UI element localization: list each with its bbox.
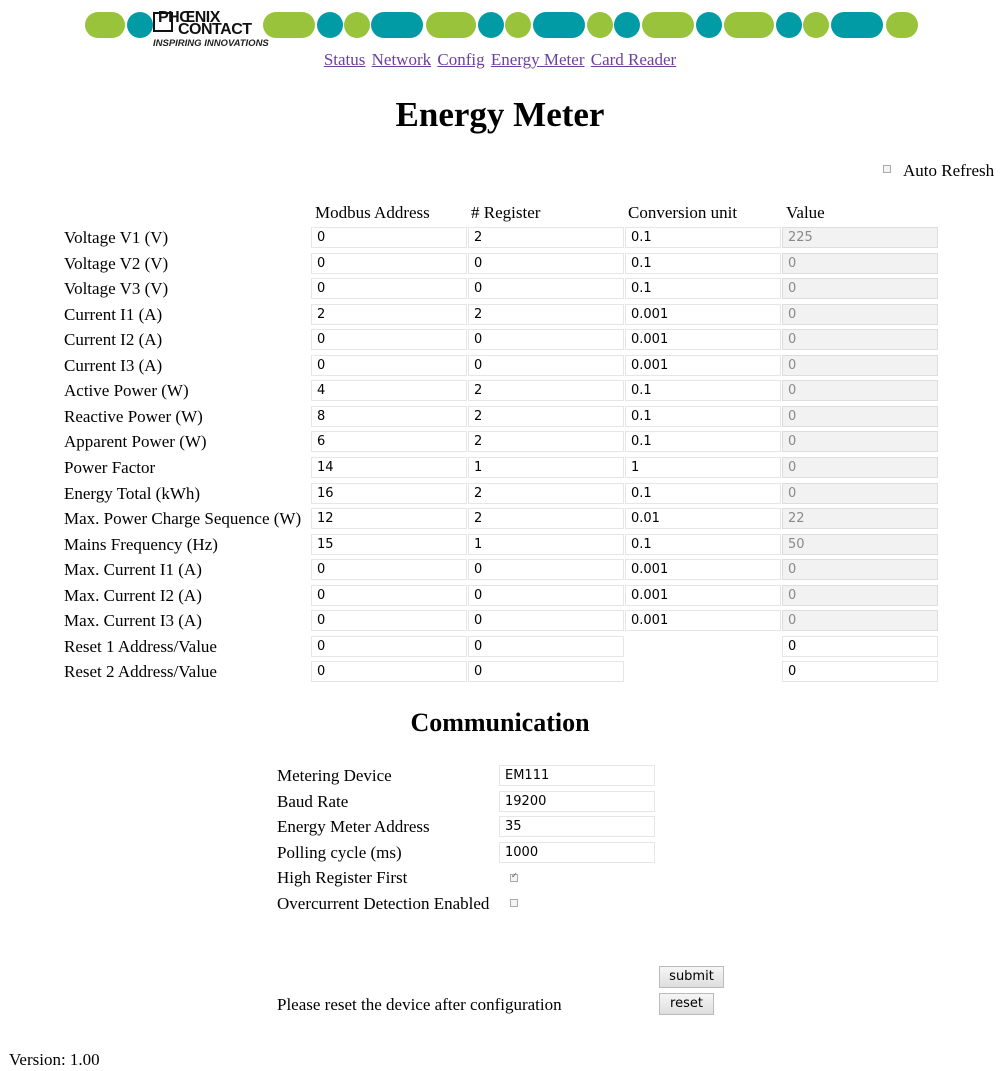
modbus-address-field[interactable]: 0: [311, 227, 467, 248]
reset-register-field[interactable]: 0: [468, 661, 624, 682]
conversion-unit-field[interactable]: 0.1: [625, 253, 781, 274]
row-label: Current I3 (A): [64, 356, 163, 375]
reset-value-field[interactable]: 0: [782, 661, 938, 682]
modbus-address-field[interactable]: 0: [311, 278, 467, 299]
conversion-unit-field[interactable]: 0.1: [625, 431, 781, 452]
value-field: 22: [782, 508, 938, 529]
nav-link-network[interactable]: Network: [371, 50, 432, 69]
row-label: Max. Current I3 (A): [64, 611, 202, 630]
conversion-unit-field[interactable]: 0.1: [625, 278, 781, 299]
row-label: Max. Current I1 (A): [64, 560, 202, 579]
modbus-address-field[interactable]: 0: [311, 559, 467, 580]
register-count-field[interactable]: 1: [468, 457, 624, 478]
conversion-unit-field[interactable]: 0.001: [625, 304, 781, 325]
column-header-conversion-unit: Conversion unit: [628, 203, 738, 222]
value-field: 0: [782, 457, 938, 478]
modbus-address-field[interactable]: 0: [311, 329, 467, 350]
conversion-unit-field[interactable]: 0.1: [625, 406, 781, 427]
value-field: 0: [782, 559, 938, 580]
conversion-unit-field[interactable]: 0.1: [625, 380, 781, 401]
conversion-unit-field[interactable]: 0.001: [625, 559, 781, 580]
register-count-field[interactable]: 0: [468, 278, 624, 299]
energy-meter-address-label: Energy Meter Address: [277, 817, 430, 836]
high-register-first-checkbox[interactable]: [510, 874, 518, 882]
value-field: 0: [782, 355, 938, 376]
version-text: Version: 1.00: [9, 1050, 100, 1069]
row-label: Energy Total (kWh): [64, 484, 201, 503]
value-field: 0: [782, 585, 938, 606]
register-count-field[interactable]: 0: [468, 355, 624, 376]
submit-button[interactable]: submit: [659, 966, 724, 988]
register-count-field[interactable]: 2: [468, 483, 624, 504]
conversion-unit-field[interactable]: 0.1: [625, 227, 781, 248]
conversion-unit-field[interactable]: 0.001: [625, 610, 781, 631]
row-label: Max. Current I2 (A): [64, 586, 202, 605]
overcurrent-detection-checkbox[interactable]: [510, 899, 518, 907]
row-label: Active Power (W): [64, 381, 189, 400]
register-count-field[interactable]: 0: [468, 253, 624, 274]
nav-bar: [0, 50, 1000, 70]
value-field: 0: [782, 610, 938, 631]
high-register-first-label: High Register First: [277, 868, 408, 887]
column-header-register: # Register: [471, 203, 541, 222]
logo-text-line1: PHŒNIX: [158, 9, 220, 26]
value-field: 0: [782, 483, 938, 504]
register-count-field[interactable]: 2: [468, 380, 624, 401]
register-count-field[interactable]: 0: [468, 610, 624, 631]
modbus-address-field[interactable]: 8: [311, 406, 467, 427]
row-label: Apparent Power (W): [64, 432, 207, 451]
row-label: Max. Power Charge Sequence (W): [64, 509, 302, 528]
modbus-address-field[interactable]: 4: [311, 380, 467, 401]
register-count-field[interactable]: 2: [468, 227, 624, 248]
modbus-address-field[interactable]: 0: [311, 355, 467, 376]
page-title: Energy Meter: [395, 95, 605, 134]
reset-address-field[interactable]: 0: [311, 661, 467, 682]
value-field: 0: [782, 380, 938, 401]
modbus-address-field[interactable]: 12: [311, 508, 467, 529]
modbus-address-field[interactable]: 0: [311, 585, 467, 606]
value-field: 0: [782, 278, 938, 299]
register-count-field[interactable]: 1: [468, 534, 624, 555]
register-count-field[interactable]: 2: [468, 406, 624, 427]
modbus-address-field[interactable]: 0: [311, 610, 467, 631]
nav-link-card-reader[interactable]: Card Reader: [590, 50, 677, 69]
value-field: 0: [782, 304, 938, 325]
value-field: 0: [782, 406, 938, 427]
nav-link-config[interactable]: Config: [437, 50, 485, 69]
metering-device-label: Metering Device: [277, 766, 392, 785]
row-label: Reactive Power (W): [64, 407, 203, 426]
modbus-address-field[interactable]: 16: [311, 483, 467, 504]
conversion-unit-field[interactable]: 0.1: [625, 483, 781, 504]
modbus-address-field[interactable]: 6: [311, 431, 467, 452]
row-label: Voltage V3 (V): [64, 279, 169, 298]
value-field: 50: [782, 534, 938, 555]
conversion-unit-field[interactable]: 0.001: [625, 329, 781, 350]
conversion-unit-field[interactable]: 0.001: [625, 355, 781, 376]
row-label: Mains Frequency (Hz): [64, 535, 218, 554]
value-field: 0: [782, 329, 938, 350]
reset-address-field[interactable]: 0: [311, 636, 467, 657]
conversion-unit-field[interactable]: 1: [625, 457, 781, 478]
conversion-unit-field[interactable]: 0.001: [625, 585, 781, 606]
nav-link-energy-meter[interactable]: Energy Meter: [490, 50, 585, 69]
row-label: Voltage V1 (V): [64, 228, 169, 247]
conversion-unit-field[interactable]: 0.1: [625, 534, 781, 555]
register-count-field[interactable]: 0: [468, 559, 624, 580]
value-field: 0: [782, 253, 938, 274]
polling-cycle-label: Polling cycle (ms): [277, 843, 402, 862]
reset-label: Reset 2 Address/Value: [64, 662, 217, 681]
modbus-address-field[interactable]: 15: [311, 534, 467, 555]
reset-register-field[interactable]: 0: [468, 636, 624, 657]
reset-label: Reset 1 Address/Value: [64, 637, 217, 656]
register-count-field[interactable]: 2: [468, 508, 624, 529]
row-label: Voltage V2 (V): [64, 254, 169, 273]
column-header-value: Value: [786, 203, 825, 222]
energy-meter-address-field[interactable]: 35: [499, 816, 655, 837]
modbus-address-field[interactable]: 0: [311, 253, 467, 274]
conversion-unit-field[interactable]: 0.01: [625, 508, 781, 529]
column-header-modbus-address: Modbus Address: [315, 203, 430, 222]
row-label: Current I2 (A): [64, 330, 163, 349]
metering-device-field[interactable]: EM111: [499, 765, 655, 786]
nav-link-status[interactable]: Status: [323, 50, 366, 69]
modbus-address-field[interactable]: 2: [311, 304, 467, 325]
communication-title: Communication: [410, 708, 590, 737]
logo-text-line2: CONTACT: [178, 21, 252, 38]
reset-value-field[interactable]: 0: [782, 636, 938, 657]
modbus-address-field[interactable]: 14: [311, 457, 467, 478]
row-label: Power Factor: [64, 458, 156, 477]
overcurrent-detection-label: Overcurrent Detection Enabled: [277, 894, 490, 913]
auto-refresh-checkbox[interactable]: [883, 165, 891, 173]
baud-rate-label: Baud Rate: [277, 792, 349, 811]
auto-refresh-label: Auto Refresh: [903, 161, 995, 180]
register-count-field[interactable]: 2: [468, 431, 624, 452]
reset-button[interactable]: reset: [659, 993, 714, 1015]
polling-cycle-field[interactable]: 1000: [499, 842, 655, 863]
value-field: 225: [782, 227, 938, 248]
register-count-field[interactable]: 0: [468, 329, 624, 350]
reset-note: Please reset the device after configuration: [277, 995, 562, 1014]
row-label: Current I1 (A): [64, 305, 163, 324]
baud-rate-field[interactable]: 19200: [499, 791, 655, 812]
value-field: 0: [782, 431, 938, 452]
register-count-field[interactable]: 0: [468, 585, 624, 606]
logo-tagline: INSPIRING INNOVATIONS: [153, 38, 269, 49]
register-count-field[interactable]: 2: [468, 304, 624, 325]
